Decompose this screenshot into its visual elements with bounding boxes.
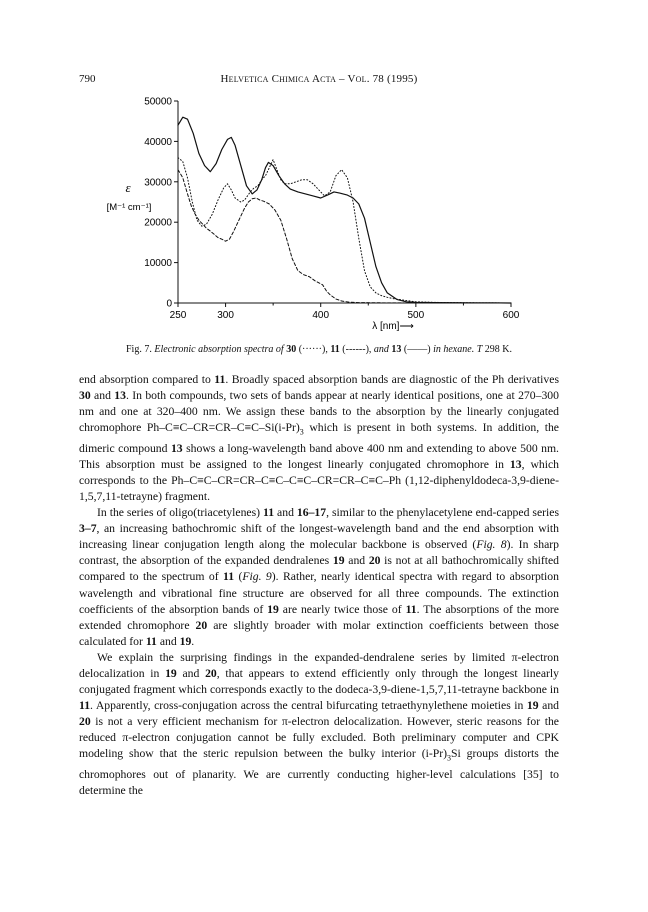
- text-run: 11: [79, 699, 91, 713]
- text-run: (: [234, 570, 243, 584]
- series-line-11: [178, 170, 416, 303]
- text-run: and: [90, 389, 115, 403]
- text-run: end absorption compared to: [79, 373, 215, 386]
- text-run: are nearly twice those of: [278, 602, 406, 616]
- text-run: are slightly broader with molar extinction coefficients between those calculated for: [79, 618, 559, 648]
- text-run: 11: [214, 373, 226, 386]
- text-run: 19: [332, 554, 345, 568]
- text-run: 13: [114, 389, 126, 403]
- y-tick-label: 40000: [144, 136, 172, 148]
- x-axis-label: λ [nm]⟶: [372, 321, 414, 332]
- caption-text-3: in hexane.: [433, 344, 477, 355]
- text-run: . The absorptions of the more extended chromophore: [79, 602, 559, 632]
- text-run: 3–7: [79, 522, 97, 536]
- caption-text-1: Electronic absorption spectra of: [154, 344, 287, 355]
- text-run: 19: [267, 602, 279, 616]
- series-line-13: [178, 117, 511, 303]
- x-tick-label: 600: [502, 310, 520, 321]
- text-run: which is present in both systems. In addition, the dimeric compound: [79, 421, 559, 455]
- text-run: and: [538, 699, 560, 713]
- text-run: 11: [223, 570, 235, 584]
- y-tick-label: 30000: [144, 177, 172, 189]
- text-run: , which corresponds to the Ph–C≡C–CR=CR–C≡C–C≡C–CR=CR–C≡C–Ph (1,12-diphenyldodeca-3,9-diene-1,5,7,11-tetrayne) fragment.: [79, 457, 559, 503]
- y-axis-unit: [M⁻¹ cm⁻¹]: [106, 202, 152, 213]
- y-tick-label: 0: [166, 298, 172, 310]
- text-run: 20: [195, 618, 208, 632]
- text-run: In the series of oligo(triacetylenes): [97, 506, 264, 520]
- text-run: 30: [79, 389, 91, 403]
- caption-temperature-symbol: T: [476, 344, 483, 355]
- text-run: 11: [263, 506, 275, 520]
- text-run: Si groups distorts the chromophores out of planarity. We are currently conducting higher-level calculations [35] to determine the: [79, 747, 559, 797]
- text-run: 3: [447, 753, 452, 763]
- y-tick-label: 20000: [144, 217, 172, 229]
- y-tick-label: 10000: [144, 258, 172, 270]
- text-run: 16–17: [296, 506, 327, 520]
- text-run: 11: [145, 634, 157, 648]
- x-tick-label: 300: [217, 310, 234, 321]
- text-run: , an increasing bathochromic shift of the longest-wavelength band and the end absorption with increasing linear conjugation length along the molecular backbone is observed (: [79, 522, 559, 552]
- page-number: 790: [79, 73, 96, 85]
- caption-compound-30: 30: [286, 344, 297, 355]
- caption-key-30: (······),: [296, 344, 331, 355]
- text-run: 13: [509, 457, 522, 471]
- body-text: [79, 372, 559, 799]
- text-run: 19: [179, 634, 192, 648]
- paragraph-1: [79, 372, 559, 505]
- text-run: and: [176, 667, 206, 681]
- series-line-30: [178, 158, 511, 303]
- text-run: We explain the surprising findings in the expanded-dendralene series by limited π-electron delocalization in: [79, 650, 559, 681]
- running-title: Helvetica Chimica Acta – Vol. 78 (1995): [220, 73, 418, 85]
- text-run: 20: [205, 667, 217, 681]
- chart-axes: [144, 97, 520, 322]
- text-run: and: [156, 634, 180, 648]
- figure-caption: [79, 344, 559, 355]
- text-run: , that appears to extend efficiently only through the longest linearly conjugated fragment which corresponds exactly to the dodeca-3,9-diene-1,5,7,11-tetrayne backbone in: [79, 667, 559, 697]
- paragraph-2: [79, 505, 559, 650]
- text-run: 19: [526, 699, 539, 713]
- text-run: ). Rather, nearly identical spectra with regard to absorption wavelength and vibrational fine structure are observed for all three compounds. The extinction coefficients of the absorption bands of: [79, 570, 559, 616]
- text-run: . Apparently, cross-conjugation across the central bifurcating tetraethynylethene moieties in: [90, 699, 527, 713]
- caption-compound-13: 13: [391, 344, 402, 355]
- caption-temperature-value: 298 K.: [482, 344, 512, 355]
- text-run: and: [344, 554, 369, 568]
- caption-prefix: Fig. 7.: [126, 344, 155, 355]
- caption-key-11: (------),: [339, 344, 374, 355]
- caption-key-13: (——): [401, 344, 434, 355]
- text-run: 13: [170, 441, 183, 455]
- paragraph-3: [79, 650, 559, 799]
- text-run: shows a long-wavelength band above 400 nm and extending to above 500 nm. This absorption must be assigned to the longest linearly conjugated chromophore in: [79, 441, 559, 471]
- text-run: ). In sharp contrast, the absorption of the expanded dendralenes: [79, 538, 559, 568]
- x-tick-label: 400: [312, 310, 330, 321]
- text-run: Fig. 9: [242, 570, 272, 584]
- text-run: . In both compounds, two sets of bands appear at nearly identical positions, one at 270–300 nm and one at 320–400 nm. We assign these bands to the absorption by the linearly conjugated chromophore Ph–C≡C–CR=CR–C≡C–Si(i-Pr): [79, 389, 559, 435]
- text-run: . Broadly spaced absorption bands are diagnostic of the Ph derivatives: [225, 373, 559, 386]
- x-tick-label: 500: [407, 310, 425, 321]
- absorption-spectra-figure: [0, 0, 648, 340]
- text-run: .: [191, 634, 195, 648]
- caption-compound-11: 11: [330, 344, 340, 355]
- text-run: 11: [405, 602, 417, 616]
- y-tick-label: 50000: [144, 96, 172, 108]
- text-run: is not at all bathochromically shifted compared to the spectrum of: [79, 554, 559, 584]
- text-run: 19: [165, 667, 177, 681]
- y-axis-label: ε: [125, 180, 131, 195]
- text-run: Fig. 8: [476, 538, 507, 552]
- text-run: , similar to the phenylacetylene end-capped series: [326, 506, 560, 520]
- text-run: and: [274, 506, 297, 520]
- text-run: 3: [299, 427, 304, 437]
- text-run: is not a very efficient mechanism for π-electron delocalization. However, steric reasons for the reduced π-electron conjugation cannot be fully excluded. Both preliminary computer and CPK modeling show that the steric repulsion between the bulky interior (i-Pr): [79, 715, 559, 761]
- chart-series: [178, 117, 511, 303]
- text-run: 20: [79, 715, 91, 729]
- caption-text-2: and: [373, 344, 392, 355]
- text-run: 20: [368, 554, 381, 568]
- x-tick-label: 250: [169, 310, 187, 321]
